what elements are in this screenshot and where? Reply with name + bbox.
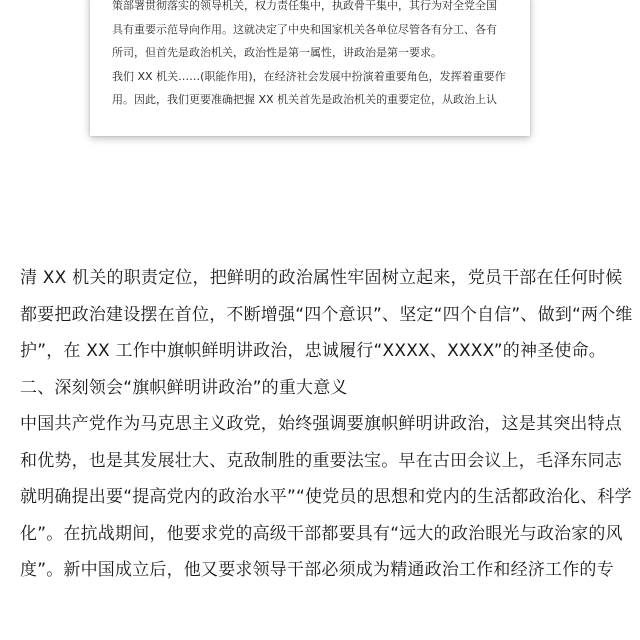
- body-line: 就明确提出要“提高党内的政治水平”“使党员的思想和党内的生活都政治化、科学: [20, 487, 632, 507]
- body-line: 中国共产党作为马克思主义政党，始终强调要旗帜鲜明讲政治，这是其突出特点: [20, 414, 622, 434]
- body-line: 化”。在抗战期间，他要求党的高级干部都要具有“远大的政治眼光与政治家的风: [20, 523, 623, 544]
- document-page-preview: [90, 0, 530, 136]
- preview-line: 所司，但首先是政治机关，政治性是第一属性，讲政治是第一要求。: [112, 46, 442, 59]
- body-line: 护”，在 XX 工作中旗帜鲜明讲政治，忠诚履行“XXXX、XXXX”的神圣使命。: [20, 341, 606, 361]
- document-body-text: [20, 260, 633, 589]
- body-line: 都要把政治建设摆在首位，不断增强“四个意识”、坚定“四个自信”、做到“两个维: [20, 304, 633, 325]
- body-line: 度”。新中国成立后，他又要求领导干部必须成为精通政治工作和经济工作的专: [20, 560, 614, 580]
- body-line: 和优势，也是其发展壮大、克敌制胜的重要法宝。早在古田会议上，毛泽东同志: [20, 450, 622, 471]
- preview-text-block: [90, 0, 530, 112]
- preview-line: 策部署贯彻落实的领导机关，权力责任集中，执政骨干集中，其行为对全党全国: [112, 0, 497, 12]
- preview-line: 用。因此，我们更要准确把握 XX 机关首先是政治机关的重要定位，从政治上认: [112, 93, 498, 106]
- section-heading: 二、深刻领会“旗帜鲜明讲政治”的重大意义: [20, 377, 348, 398]
- body-line: 清 XX 机关的职责定位，把鲜明的政治属性牢固树立起来，党员干部在任何时候: [20, 268, 623, 288]
- preview-line: 具有重要示范导向作用。这就决定了中央和国家机关各单位尽管各有分工、各有: [112, 22, 497, 36]
- preview-line: 我们 XX 机关……(职能作用)，在经济社会发展中扮演着重要角色，发挥着重要作: [112, 69, 506, 83]
